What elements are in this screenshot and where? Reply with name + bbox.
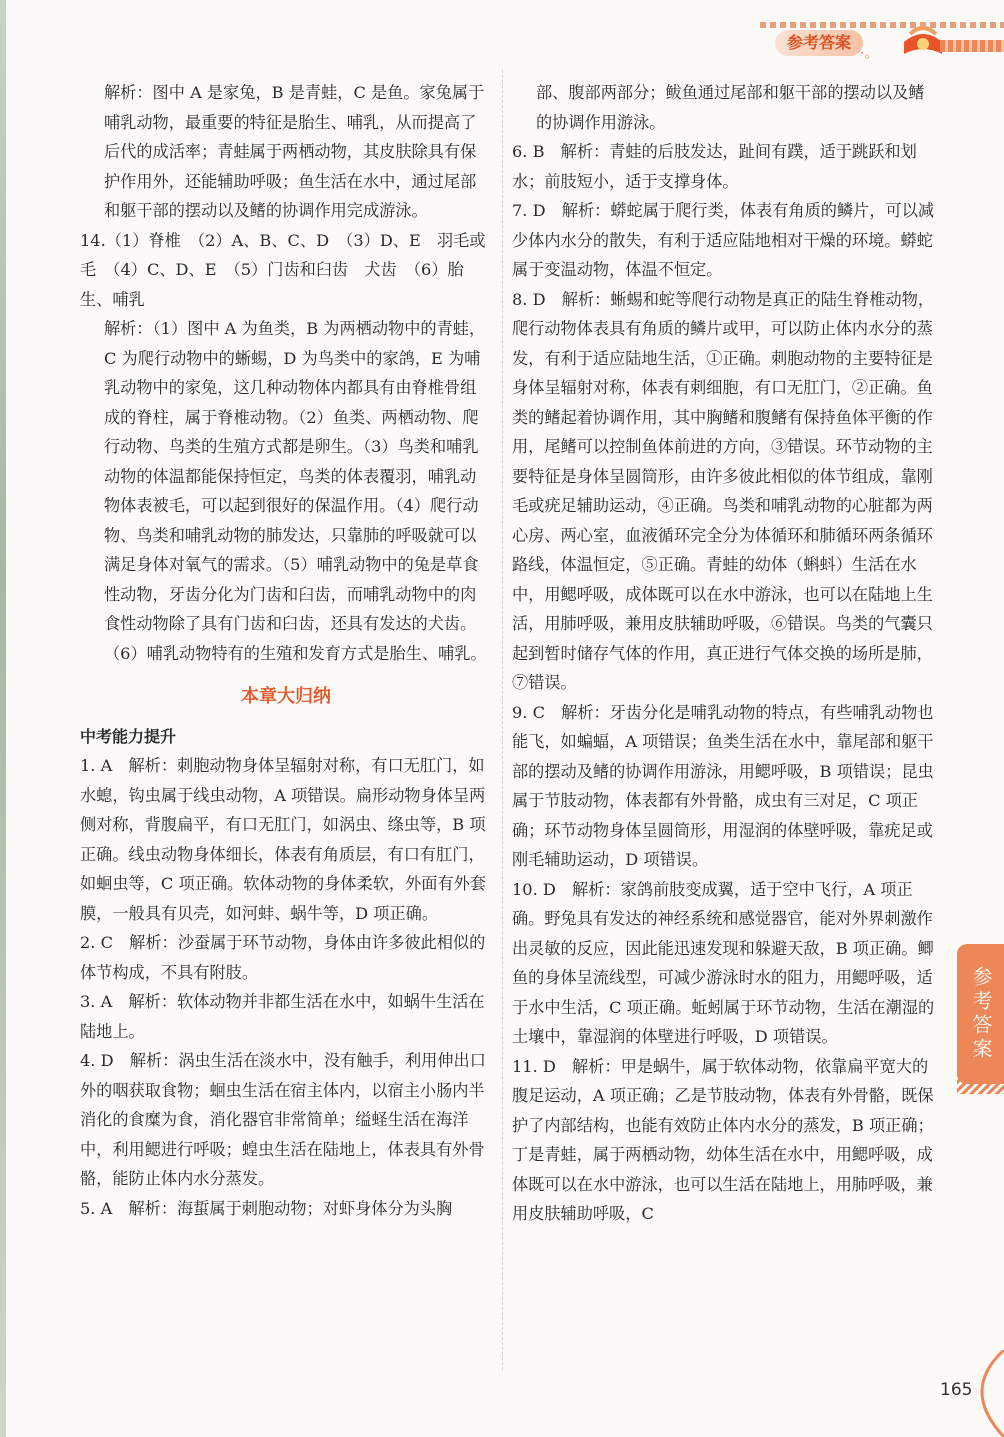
page-header	[0, 0, 1004, 62]
answer-paragraph: 解析：图中 A 是家兔，B 是青蛙，C 是鱼。家兔属于哺乳动物，最重要的特征是胎生、哺乳，从而提高了后代的成活率；青蛙属于两栖动物，其皮肤除具有保护作用外，还能辅助呼吸；鱼生活在水中，通过尾部和躯干部的摆动以及鳍的协调作用完成游泳。	[104, 83, 485, 220]
chapter-heading: 本章大归纳	[241, 686, 331, 707]
right-column	[512, 78, 940, 1229]
header-label: 参考答案	[775, 30, 863, 56]
answer-paragraph: 3. A 解析：软体动物并非都生活在水中，如蜗牛生活在陆地上。	[80, 992, 485, 1041]
answer-paragraph: 10. D 解析：家鸽前肢变成翼，适于空中飞行，A 项正确。野兔具有发达的神经系统和感觉器官，能对外界刺激作出灵敏的反应，因此能迅速发现和躲避天敌，B 项正确。鲫鱼的身体呈流线型，可减少游泳时水的阻力，用鳃呼吸，适于水中生活，C 项正确。蚯蚓属于环节动物，生活在潮湿的土壤中，靠湿润的体壁进行呼吸，D 项错误。	[512, 879, 935, 1046]
answer-paragraph: 1. A 解析：刺胞动物身体呈辐射对称，有口无肛门，如水螅，钩虫属于线虫动物，A 项错误。扁形动物身体呈两侧对称，背腹扁平，有口无肛门，如涡虫、绦虫等，B 项正确。线虫动物身体细长，体表有角质层，有口有肛门，如蛔虫等，C 项正确。软体动物的身体柔软，外面有外套膜，一般具有贝壳，如河蚌、蜗牛等，D 项正确。	[80, 756, 487, 923]
answer-paragraph: 14.（1）脊椎 （2）A、B、C、D （3）D、E 羽毛或毛 （4）C、D、E （5）门齿和臼齿 犬齿 （6）胎生、哺乳	[80, 230, 486, 309]
answer-paragraph: 5. A 解析：海蜇属于刺胞动物；对虾身体分为头胸	[80, 1198, 453, 1218]
side-tab-answers: 参考答案	[957, 944, 1004, 1084]
header-stripe	[760, 22, 1004, 28]
column-divider	[502, 70, 504, 1370]
side-tab-stripe	[957, 1072, 1004, 1094]
answer-paragraph: 6. B 解析：青蛙的后肢发达，趾间有蹼，适于跳跃和划水；前肢短小，适于支撑身体。	[512, 142, 917, 191]
answer-paragraph: 部、腹部两部分；鲅鱼通过尾部和躯干部的摆动以及鳍的协调作用游泳。	[536, 83, 925, 132]
answer-paragraph: 11. D 解析：甲是蜗牛，属于软体动物，依靠扁平宽大的腹足运动，A 项正确；乙是节肢动物，体表有外骨骼，既保护了内部结构，也能有效防止体内水分的蒸发，B 项正确；丁是青蛙，属于两栖动物，幼体生活在水中，用鳃呼吸，成体既可以在水中游泳，也可以生活在陆地上，用肺呼吸，兼用皮肤辅助呼吸，C	[512, 1056, 934, 1223]
answer-paragraph: 2. C 解析：沙蚕属于环节动物，身体由许多彼此相似的体节构成，不具有附肢。	[80, 933, 486, 982]
page-number: 165	[940, 1380, 973, 1400]
answer-paragraph: 9. C 解析：牙齿分化是哺乳动物的特点，有些哺乳动物也能飞，如蝙蝠，A 项错误；鱼类生活在水中，靠尾部和躯干部的摆动及鳍的协调作用游泳，用鳃呼吸，B 项错误；昆虫属于节肢动物，体表都有外骨骼，成虫有三对足，C 项正确；环节动物身体呈圆筒形，用湿润的体壁呼吸，靠疣足或刚毛辅助运动，D 项错误。	[512, 702, 934, 869]
section-heading: 中考能力提升	[80, 726, 177, 746]
left-edge-strip	[0, 0, 6, 1437]
answer-paragraph: 4. D 解析：涡虫生活在淡水中，没有触手，利用伸出口外的咽获取食物；蛔虫生活在宿主体内，以宿主小肠内半消化的食糜为食，消化器官非常简单；缢蛏生活在海洋中，利用鳃进行呼吸；蝗虫生活在陆地上，体表具有外骨骼，能防止体内水分蒸发。	[80, 1051, 486, 1188]
header-bar	[940, 40, 1004, 52]
header-dots: ·。	[860, 46, 878, 60]
left-column	[80, 78, 492, 1223]
answer-paragraph: 8. D 解析：蜥蜴和蛇等爬行动物是真正的陆生脊椎动物，爬行动物体表具有角质的鳞片或甲，可以防止体内水分的蒸发，有利于适应陆地生活，①正确。刺胞动物的主要特征是身体呈辐射对称，体表有刺细胞，有口无肛门，②正确。鱼类的鳍起着协调作用，其中胸鳍和腹鳍有保持鱼体平衡的作用，尾鳍可以控制鱼体前进的方向，③错误。环节动物的主要特征是身体呈圆筒形，由许多彼此相似的体节组成，靠刚毛或疣足辅助运动，④正确。鸟类和哺乳动物的心脏都为两心房、两心室，血液循环完全分为体循环和肺循环两条循环路线，体温恒定，⑤正确。青蛙的幼体（蝌蚪）生活在水中，用鳃呼吸，成体既可以在水中游泳，也可以在陆地上生活，用肺呼吸，兼用皮肤辅助呼吸，⑥错误。鸟类的气囊只起到暂时储存气体的作用，真正进行气体交换的场所是肺，⑦错误。	[512, 289, 935, 692]
answer-paragraph: 7. D 解析：蟒蛇属于爬行类，体表有角质的鳞片，可以减少体内水分的散失，有利于适应陆地相对干燥的环境。蟒蛇属于变温动物，体温不恒定。	[512, 201, 935, 279]
answer-paragraph: 解析：（1）图中 A 为鱼类，B 为两栖动物中的青蛙，C 为爬行动物中的蜥蜴，D 为鸟类中的家鸽，E 为哺乳动物中的家兔，这几种动物体内都具有由脊椎骨组成的脊柱，属于脊椎动物。（2）鱼类、两栖动物、爬行动物、鸟类的生殖方式都是卵生。（3）鸟类和哺乳动物的体温都能保持恒定，鸟类的体表覆羽，哺乳动物体表被毛，可以起到很好的保温作用。（4）爬行动物、鸟类和哺乳动物的肺发达，只靠肺的呼吸就可以满足身体对氧气的需求。（5）哺乳动物中的兔是草食性动物，牙齿分化为门齿和臼齿，而哺乳动物中的肉食性动物除了具有门齿和臼齿，还具有发达的犬齿。（6）哺乳动物特有的生殖和发育方式是胎生、哺乳。	[104, 319, 487, 663]
